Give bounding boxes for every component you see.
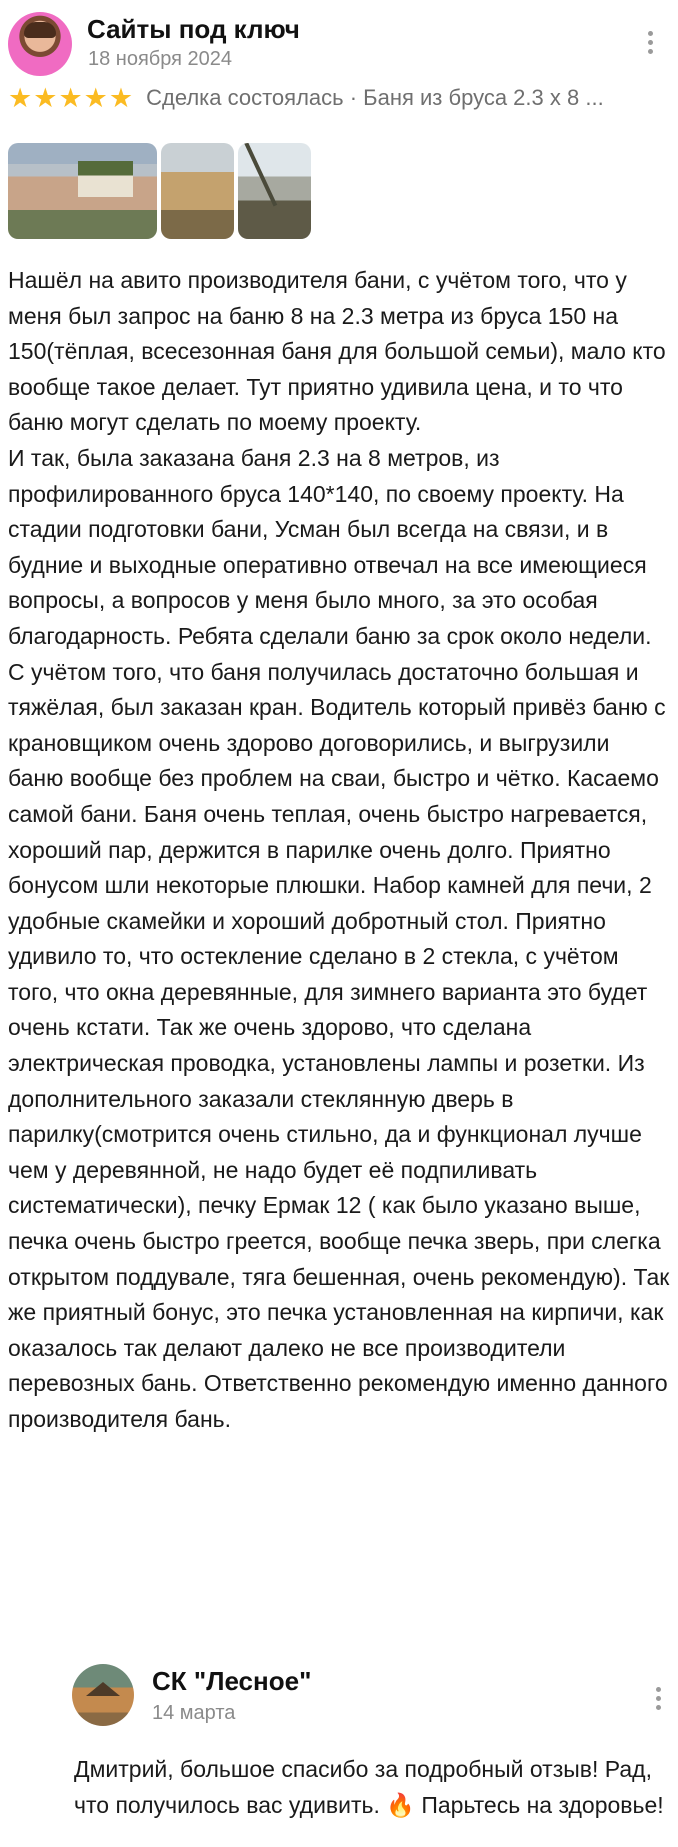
- star-icon: ★: [108, 82, 134, 114]
- review-text: Нашёл на авито производителя бани, с учётом того, что у меня был запрос на баню 8 на 2.3 метра из бруса 150 на 150(тёплая, всесезонная баня для большой семьи), мало кто вообще такое делает. Тут приятно удивила цена, и то что баню могут сделать по моему проекту. И так, была заказана баня 2.3 на 8 метров, из профилированного бруса 140*140, по своему проекту. На стадии подготовки бани, Усман был всегда на связи, и в будние и выходные оперативно отвечал на все имеющиеся вопросы, а вопросов у меня было много, за это особая благодарность. Ребята сделали баню за срок около недели. С учётом того, что баня получилась достаточно большая и тяжёлая, был заказан кран. Водитель который привёз баню с крановщиком очень здорово договорились, и выгрузили баню вообще без проблем на сваи, быстро и чётко. Касаемо самой бани. Баня очень теплая, очень быстро нагревается, хороший пар, держится в парилке очень долго. Приятно бонусом шли некоторые плюшки. Набор камней для печи, 2 удобные скамейки и хороший добротный стол. Приятно удивило то, что остекление сделано в 2 стекла, с учётом того, что окна деревянные, для зимнего варианта это будет очень кстати. Так же очень здорово, что сделана электрическая проводка, установлены лампы и розетки. Из дополнительного заказали стеклянную дверь в парилку(смотрится очень стильно, да и функционал лучше чем у деревянной, не надо будет её подпиливать систематически), печку Ермак 12 ( как было указано выше, печка очень быстро греется, вообще печка зверь, при слегка открытом поддувале, тяга бешенная, очень рекомендую). Так же приятный бонус, это печка установленная на кирпичи, как оказалось так делают далеко не все производители перевозных бань. Ответственно рекомендую именно данного производителя бань.: [8, 267, 670, 1432]
- seller-reply: [72, 1660, 668, 1847]
- more-vertical-icon[interactable]: [640, 28, 660, 58]
- review-header: [8, 8, 668, 76]
- review-date: 18 ноября 2024: [88, 48, 233, 70]
- deal-status[interactable]: Сделка состоялась · Баня из бруса 2.3 х 8 ...: [146, 85, 604, 110]
- star-icon: ★: [33, 82, 58, 114]
- fire-icon: 🔥: [386, 1792, 415, 1819]
- review-photos: [8, 143, 311, 239]
- reply-text-part: Парьтесь на здоровье!: [414, 1791, 664, 1818]
- seller-name[interactable]: СК "Лесное": [152, 1666, 312, 1696]
- rating-stars: [8, 82, 134, 114]
- review-photo[interactable]: [238, 143, 311, 239]
- author-name[interactable]: Сайты под ключ: [87, 14, 300, 44]
- review-photo[interactable]: [161, 143, 234, 239]
- rating-line: [8, 80, 668, 116]
- more-vertical-icon[interactable]: [648, 1684, 668, 1714]
- star-icon: ★: [58, 82, 83, 114]
- review-photo[interactable]: [8, 143, 157, 239]
- reply-date: 14 марта: [152, 1702, 236, 1724]
- star-icon: ★: [8, 82, 33, 114]
- author-avatar[interactable]: [8, 12, 72, 76]
- reply-text-part: Дмитрий, большое спасибо за подробный отзыв! Рад, что получилось вас удивить.: [74, 1756, 652, 1818]
- seller-avatar[interactable]: [72, 1664, 134, 1726]
- reply-text: [74, 1752, 668, 1824]
- star-icon: ★: [83, 82, 108, 114]
